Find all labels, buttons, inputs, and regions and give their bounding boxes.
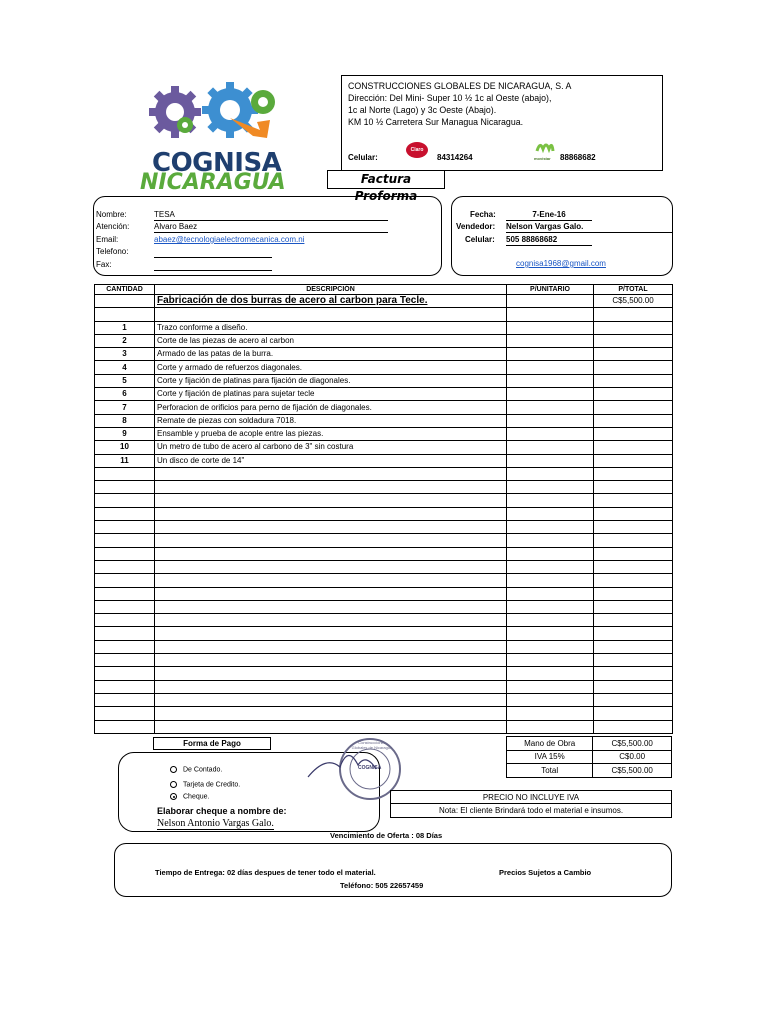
item-qty: 5 [95,374,155,387]
company-info-box [341,75,663,171]
iva-note-line2: Nota: El cliente Brindará todo el material e insumos. [438,806,624,815]
header-descripcion: DESCRIPCIÓN [155,285,507,295]
fax-label: Fax: [96,260,112,269]
table-row-empty [95,614,673,627]
item-description: Un metro de tubo de acero al carbono de 3" sin costura [155,441,507,454]
payment-option-tarjeta[interactable]: Tarjeta de Credito. [170,781,240,788]
table-row-empty [95,587,673,600]
table-row-empty [95,574,673,587]
celular-label: Celular: [348,153,378,162]
item-qty: 11 [95,454,155,467]
movistar-logo-icon [534,139,556,159]
seller-email-link[interactable]: cognisa1968@gmail.com [516,259,606,268]
item-qty: 1 [95,321,155,334]
table-row-empty [95,507,673,520]
forma-pago-label: Forma de Pago [153,737,271,750]
claro-logo-icon: Claro [406,142,428,158]
claro-number: 84314264 [437,153,473,162]
item-total [594,348,673,361]
table-row-empty [95,547,673,560]
table-row-empty [95,494,673,507]
item-unit-price [507,454,594,467]
item-description: Armado de las patas de la burra. [155,348,507,361]
item-unit-price [507,361,594,374]
payment-option-cheque[interactable]: Cheque. [170,793,209,800]
total-value: C$5,500.00 [593,764,672,778]
company-address-2: 1c al Norte (Lago) y 3c Oeste (Abajo). [348,105,497,115]
table-row-empty [95,693,673,706]
item-description: Perforacion de orificios para perno de fijación de diagonales. [155,401,507,414]
item-unit-price [507,427,594,440]
header-p-unitario: P/UNITARIO [507,285,594,295]
table-header-row [95,285,673,295]
item-total [594,321,673,334]
item-total [594,374,673,387]
cheque-label: Elaborar cheque a nombre de: [157,806,287,816]
item-total [594,388,673,401]
table-row [95,454,673,467]
nombre-label: Nombre: [96,210,127,219]
table-row [95,361,673,374]
table-row [95,374,673,387]
table-row-empty [95,680,673,693]
vendedor-label: Vendedor: [456,222,496,231]
payment-option-contado[interactable]: De Contado. [170,766,222,773]
table-row [95,441,673,454]
movistar-logo-text: movistar [534,156,551,161]
vencimiento-oferta: Vencimiento de Oferta : 08 Días [330,831,443,840]
item-unit-price [507,334,594,347]
stamp-ring-text: Construcciones Globales de Nicaragua [351,740,393,750]
table-row [95,295,673,308]
gears-icon [135,80,295,155]
table-row-empty [95,534,673,547]
fecha-value: 7-Ene-16 [506,210,592,221]
item-unit-price [507,321,594,334]
table-row-empty [95,667,673,680]
table-row [95,427,673,440]
table-row [95,388,673,401]
seller-celular-label: Celular: [465,235,495,244]
items-table [94,284,673,734]
table-row [95,401,673,414]
table-row-empty [95,627,673,640]
item-total [594,334,673,347]
atencion-value: Alvaro Baez [154,222,388,233]
telefono-label: Telefono: [96,247,129,256]
cheque-name: Nelson Antonio Vargas Galo. [157,818,274,829]
precios-sujetos: Precios Sujetos a Cambio [499,868,592,877]
item-unit-price [507,414,594,427]
item-unit-price [507,401,594,414]
main-description: Fabricación de dos burras de acero al carbon para Tecle. [155,295,507,308]
item-qty: 10 [95,441,155,454]
table-row [95,334,673,347]
item-description: Corte y fijación de platinas para fijación de diagonales. [155,374,507,387]
vendedor-value: Nelson Vargas Galo. [506,222,672,233]
movistar-number: 88868682 [560,153,596,162]
item-rows [95,321,673,467]
iva-label: IVA 15% [507,750,593,764]
table-row [95,414,673,427]
bottom-telefono: Teléfono: 505 22657459 [340,881,424,890]
item-qty: 8 [95,414,155,427]
item-total [594,454,673,467]
item-unit-price [507,388,594,401]
item-total [594,361,673,374]
table-row-empty [95,640,673,653]
fecha-label: Fecha: [470,210,496,219]
item-qty: 3 [95,348,155,361]
table-row-empty [95,600,673,613]
company-address-1: Dirección: Del Mini- Super 10 ½ 1c al Oeste (abajo), [348,93,552,103]
empty-rows [95,467,673,733]
header-p-total: P/TOTAL [594,285,673,295]
item-qty: 7 [95,401,155,414]
iva-note-box [390,790,672,818]
item-qty: 2 [95,334,155,347]
email-label: Email: [96,235,119,244]
atencion-label: Atención: [96,222,130,231]
table-row [95,348,673,361]
table-row-empty [95,720,673,733]
item-total [594,414,673,427]
iva-value: C$0.00 [593,750,672,764]
table-row-empty [95,481,673,494]
radio-icon[interactable] [170,781,177,788]
item-description: Corte de las piezas de acero al carbon [155,334,507,347]
item-total [594,401,673,414]
stamp-center-text: COGNISA [358,765,382,771]
table-row-empty [95,521,673,534]
nombre-value: TESA [154,210,388,221]
item-qty: 6 [95,388,155,401]
company-address-3: KM 10 ½ Carretera Sur Managua Nicaragua. [348,117,524,127]
logo-text-nicaragua: NICARAGUA [140,170,286,195]
item-description: Un disco de corte de 14" [155,454,507,467]
total-label: Total [507,764,593,778]
iva-note-line1: PRECIO NO INCLUYE IVA [391,791,671,804]
table-row [95,321,673,334]
item-description: Corte y fijación de platinas para sujetar tecle [155,388,507,401]
company-name: CONSTRUCCIONES GLOBALES DE NICARAGUA, S. A [348,81,572,91]
item-unit-price [507,348,594,361]
radio-selected-icon[interactable] [170,793,177,800]
item-description: Trazo conforme a diseño. [155,321,507,334]
logo-text-cognisa: COGNISA [152,148,282,178]
radio-icon[interactable] [170,766,177,773]
telefono-value [154,247,272,258]
mano-obra-value: C$5,500.00 [593,737,672,751]
table-row-empty [95,654,673,667]
item-unit-price [507,374,594,387]
item-qty: 4 [95,361,155,374]
item-description: Ensamble y prueba de acople entre las piezas. [155,427,507,440]
item-total [594,427,673,440]
table-row-empty [95,707,673,720]
mano-obra-label: Mano de Obra [507,737,593,751]
item-description: Corte y armado de refuerzos diagonales. [155,361,507,374]
item-qty: 9 [95,427,155,440]
document-title: Factura Proforma [327,170,445,189]
item-description: Remate de piezas con soldadura 7018. [155,414,507,427]
client-email-link[interactable]: abaez@tecnologiaelectromecanica.com.ni [154,235,305,244]
seller-celular-value: 505 88868682 [506,235,592,246]
table-row-empty [95,467,673,480]
tiempo-entrega: Tiempo de Entrega: 02 días despues de tener todo el material. [155,868,376,877]
item-unit-price [507,441,594,454]
table-row-empty [95,560,673,573]
fax-value [154,260,272,271]
item-total [594,441,673,454]
totals-table [506,736,672,778]
header-cantidad: CANTIDAD [95,285,155,295]
main-total: C$5,500.00 [594,295,673,308]
